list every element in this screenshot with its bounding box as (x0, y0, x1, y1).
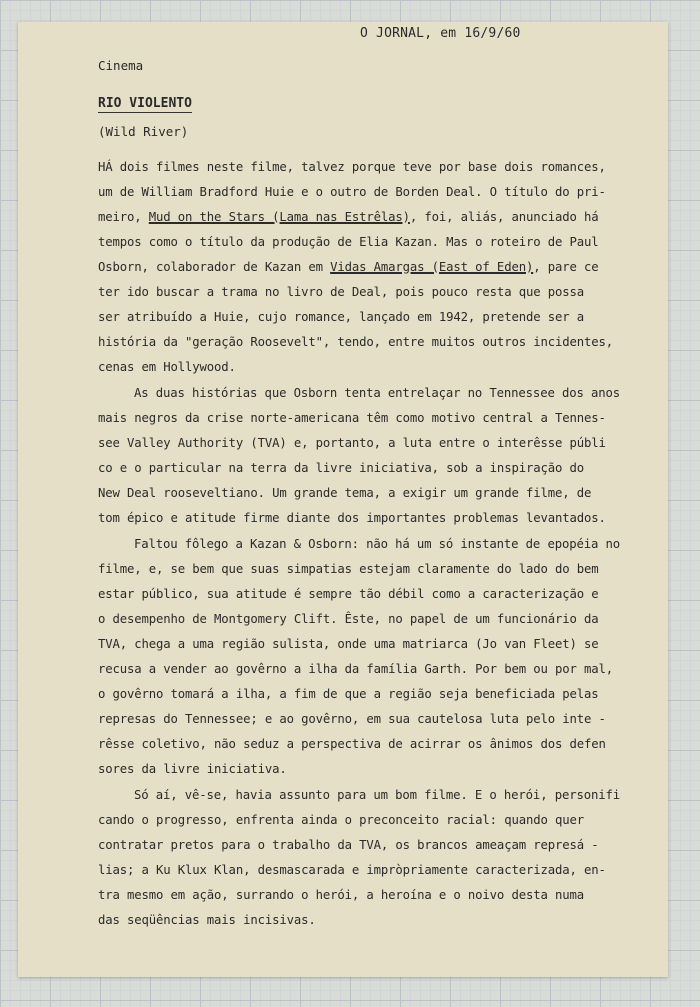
text-segment: Osborn, colaborador de Kazan em (98, 260, 331, 274)
text-line: TVA, chega a uma região sulista, onde uma matriarca (Jo van Fleet) se (98, 637, 599, 651)
text-line: ser atribuído a Huie, cujo romance, lançado em 1942, pretende ser a (98, 310, 584, 324)
text-line (98, 210, 658, 224)
text-line: o govêrno tomará a ilha, a fim de que a região seja beneficiada pelas (98, 687, 599, 701)
text-line: New Deal rooseveltiano. Um grande tema, a exigir um grande filme, de (98, 486, 592, 500)
text-line: lias; a Ku Klux Klan, desmascarada e impròpriamente caracterizada, en- (98, 863, 606, 877)
text-line: tom épico e atitude firme diante dos importantes problemas levantados. (98, 511, 606, 525)
text-line: contratar pretos para o trabalho da TVA, os brancos ameaçam represá - (98, 838, 599, 852)
text-segment: meiro, (98, 210, 149, 224)
text-line: rêsse coletivo, não seduz a perspectiva de acirrar os ânimos dos defen (98, 737, 606, 751)
dateline: O JORNAL, em 16/9/60 (360, 26, 521, 41)
underlined-title: Mud on the Stars (Lama nas Estrêlas) (148, 210, 410, 224)
text-line: filme, e, se bem que suas simpatias estejam claramente do lado do bem (98, 562, 599, 576)
underlined-title: Vidas Amargas (East of Eden) (330, 260, 534, 274)
text-line: ter ido buscar a trama no livro de Deal, pois pouco resta que possa (98, 285, 584, 299)
text-line: cando o progresso, enfrenta ainda o preconceito racial: quando quer (98, 813, 584, 827)
text-line: cenas em Hollywood. (98, 360, 236, 374)
text-line: recusa a vender ao govêrno a ilha da família Garth. Por bem ou por mal, (98, 662, 613, 676)
article-subtitle: (Wild River) (98, 124, 189, 139)
text-line: represas do Tennessee; e ao govêrno, em sua cautelosa luta pelo inte - (98, 712, 606, 726)
text-line: co e o particular na terra da livre iniciativa, sob a inspiração do (98, 461, 584, 475)
text-line: see Valley Authority (TVA) e, portanto, a luta entre o interêsse públi (98, 436, 606, 450)
typewritten-page (18, 22, 668, 977)
text-line: sores da livre iniciativa. (98, 762, 287, 776)
text-line: tempos como o título da produção de Elia Kazan. Mas o roteiro de Paul (98, 235, 599, 249)
text-line (98, 260, 658, 274)
text-line: um de William Bradford Huie e o outro de Borden Deal. O título do pri- (98, 185, 606, 199)
text-line: estar público, sua atitude é sempre tão débil como a caracterização e (98, 587, 599, 601)
text-line: mais negros da crise norte-americana têm como motivo central a Tennes- (98, 411, 606, 425)
text-segment: , pare ce (533, 260, 599, 274)
text-line: das seqüências mais incisivas. (98, 913, 316, 927)
section-label: Cinema (98, 58, 144, 73)
text-line: HÁ dois filmes neste filme, talvez porque teve por base dois romances, (98, 160, 606, 174)
text-segment: , foi, aliás, anunciado há (409, 210, 599, 224)
article-title: RIO VIOLENTO (98, 96, 192, 111)
text-line: As duas histórias que Osborn tenta entrelaçar no Tennessee dos anos (134, 386, 620, 400)
text-line: história da "geração Roosevelt", tendo, entre muitos outros incidentes, (98, 335, 613, 349)
text-line: Só aí, vê-se, havia assunto para um bom filme. E o herói, personifi (134, 788, 620, 802)
text-line: tra mesmo em ação, surrando o herói, a heroína e o noivo desta numa (98, 888, 584, 902)
text-line: Faltou fôlego a Kazan & Osborn: não há um só instante de epopéia no (134, 537, 620, 551)
text-line: o desempenho de Montgomery Clift. Êste, no papel de um funcionário da (98, 612, 599, 626)
